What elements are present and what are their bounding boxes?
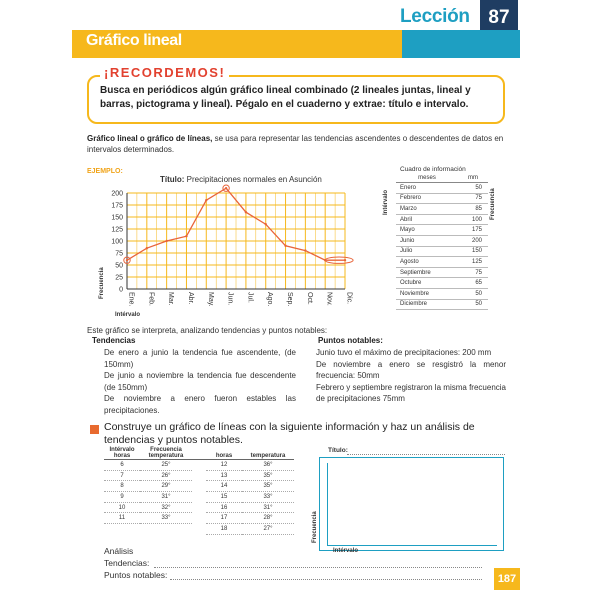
answer-intervalo-label: Intérvalo [333,548,359,554]
x-tick-label: Mar. [167,292,175,306]
col-horas-2: horas [206,453,242,460]
exercise-cell: 17 [206,513,242,524]
exercise-cell: 18 [206,524,242,535]
info-row [396,246,488,257]
data-point [165,240,167,242]
punto-item: Febrero y septiembre registraron la misma frecuencia de precipitaciones 75mm [316,382,506,403]
exercise-cell: 12 [206,460,242,471]
exercise-cell: 33° [140,513,192,524]
lesson-word: Lección [400,6,470,27]
info-table-title: Cuadro de información [400,166,466,173]
info-table [396,174,488,310]
exercise-table-body [104,460,294,535]
y-tick-label: 75 [115,250,123,258]
y-tick-label: 200 [111,190,123,198]
exercise-row [104,513,294,524]
info-row [396,267,488,278]
exercise-row [104,460,294,471]
exercise-cell: 35° [242,470,294,481]
data-point [245,211,247,213]
exercise-cell: 13 [206,470,242,481]
exercise-cell: 36° [242,460,294,471]
data-point [265,223,267,225]
punto-item: De noviembre a enero se resgistró la menor frecuencia: 50mm [316,359,506,380]
data-point [284,245,286,247]
info-month: Marzo [396,204,458,215]
exercise-row [104,502,294,513]
exercise-cell: 7 [104,470,140,481]
exercise-cell: 25° [140,460,192,471]
exercise-cell: 29° [140,481,192,492]
exercise-cell: 16 [206,502,242,513]
intro-bold: Gráfico lineal o gráfico de líneas, [87,134,213,143]
x-tick-label: Feb. [147,292,155,307]
col-horas: horas [104,453,140,460]
x-tick-label: Ene. [127,292,135,307]
exercise-cell: 9 [104,492,140,503]
exercise-row [104,492,294,503]
x-axis-label: Intérvalo [115,312,141,318]
data-point [344,259,346,261]
info-row [396,204,488,215]
x-tick-label: Jul. [246,292,254,303]
recordemos-text: Busca en periódicos algún gráfico lineal combinado (2 lineales juntas, lineal y barras, pictograma y lineal). Pégalo en el cuaderno y extrae: título e intervalo. [100,85,471,110]
info-row [396,193,488,204]
x-tick-label: Sep. [286,292,294,307]
info-mm: 85 [458,204,488,215]
exercise-bullet-icon [90,425,99,434]
col-intervalo: Intérvalo [109,447,135,453]
col-frecuencia: Frecuencia [150,447,182,453]
title-bar-accent [402,30,520,58]
info-row [396,235,488,246]
exercise-cell: 26° [140,470,192,481]
info-row [396,288,488,299]
x-tick-label: Jun. [226,292,234,306]
answer-chart-box[interactable] [319,457,504,551]
exercise-cell: 8 [104,481,140,492]
info-row [396,278,488,289]
exercise-cell: 31° [140,492,192,503]
page-title: Gráfico lineal [86,32,182,49]
info-month: Noviembre [396,288,458,299]
example-label: EJEMPLO: [87,168,123,175]
x-tick-label: May. [206,292,214,307]
tendencias-answer-line[interactable] [154,567,482,568]
exercise-row [104,481,294,492]
info-col-meses: meses [396,174,458,183]
info-mm: 125 [458,257,488,268]
info-mm: 100 [458,214,488,225]
exercise-cell: 33° [242,492,294,503]
y-tick-label: 150 [111,214,123,222]
line-chart [95,183,355,318]
info-month: Junio [396,235,458,246]
data-point [146,247,148,249]
info-month: Octubre [396,278,458,289]
intro-paragraph [87,133,507,155]
info-mm: 65 [458,278,488,289]
answer-x-axis [327,545,497,546]
answer-y-axis [327,463,328,546]
y-tick-label: 175 [111,202,123,210]
info-mm: 50 [458,288,488,299]
data-point [126,259,128,261]
exercise-cell: 14 [206,481,242,492]
tendencias-answer-label: Tendencias: [104,558,150,568]
intro-text: se usa para representar las tendencias ascendentes o descendentes de datos en intervalos determinados. [87,134,504,154]
info-mm: 175 [458,225,488,236]
data-point [185,235,187,237]
x-tick-label: Nov. [325,292,333,306]
analisis-label: Análisis [104,546,134,556]
info-month: Agosto [396,257,458,268]
puntos-heading: Puntos notables: [318,336,383,345]
info-mm: 75 [458,193,488,204]
answer-title-label: Título: [328,447,348,454]
exercise-cell: 32° [140,502,192,513]
info-rot-frecuencia: Frecuencia [490,188,496,220]
tendencias-heading: Tendencias [92,336,136,345]
info-mm: 50 [458,183,488,194]
data-point [304,249,306,251]
exercise-instruction: Construye un gráfico de líneas con la siguiente información y haz un análisis de tendencias y puntos notables. [104,421,475,446]
info-month: Septiembre [396,267,458,278]
lesson-number: 87 [480,0,518,44]
info-month: Enero [396,183,458,194]
y-tick-label: 25 [115,274,123,282]
y-tick-label: 50 [115,262,123,270]
exercise-row [104,470,294,481]
y-tick-label: 125 [111,226,123,234]
info-month: Diciembre [396,299,458,310]
page-number: 187 [494,568,520,590]
exercise-cell: 6 [104,460,140,471]
tendencia-item: De noviembre a enero fueron estables las precipitaciones. [104,394,296,415]
exercise-cell [104,524,140,535]
exercise-table [104,447,294,535]
puntos-list [316,347,506,405]
exercise-row [104,524,294,535]
info-month: Mayo [396,225,458,236]
exercise-cell: 31° [242,502,294,513]
exercise-cell: 27° [242,524,294,535]
chart-title-text: Precipitaciones normales en Asunción [186,175,322,184]
info-mm: 75 [458,267,488,278]
data-point [225,187,227,189]
y-tick-label: 100 [111,238,123,246]
info-table-body [396,183,488,310]
x-tick-label: Abr. [186,292,194,305]
recordemos-label: ¡RECORDEMOS! [100,65,229,80]
info-mm: 150 [458,246,488,257]
answer-title-line[interactable] [347,454,505,455]
punto-item: Junio tuvo el máximo de precipitaciones: 200 mm [316,348,492,357]
tendencia-item: De junio a noviembre la tendencia fue descendente (de 150mm) [104,371,296,392]
exercise-cell: 28° [242,513,294,524]
col-temperatura-2: temperatura [242,453,294,460]
exercise-cell: 35° [242,481,294,492]
info-rot-intervalo: Intérvalo [383,189,389,215]
y-axis-label: Frecuencia [99,267,105,299]
info-row [396,299,488,310]
tendencias-list [104,347,296,416]
col-temperatura: temperatura [140,453,192,460]
interpretation-intro: Este gráfico se interpreta, analizando tendencias y puntos notables: [87,326,328,335]
info-month: Abril [396,214,458,225]
tendencia-item: De enero a junio la tendencia fue ascendente, (de 150mm) [104,348,296,369]
info-month: Julio [396,246,458,257]
chart-title-label: Título: [160,175,185,184]
info-row [396,183,488,194]
info-mm: 50 [458,299,488,310]
info-row [396,225,488,236]
exercise-cell: 10 [104,502,140,513]
data-point [205,199,207,201]
exercise-cell: 15 [206,492,242,503]
info-row [396,214,488,225]
exercise-cell [140,524,192,535]
exercise-cell: 11 [104,513,140,524]
info-col-mm: mm [458,174,488,183]
puntos-answer-line[interactable] [170,579,482,580]
info-month: Febrero [396,193,458,204]
x-tick-label: Ago. [266,292,274,307]
x-tick-label: Oct. [305,292,313,305]
x-tick-label: Dic. [345,292,353,305]
puntos-answer-label: Puntos notables: [104,570,168,580]
info-mm: 200 [458,235,488,246]
info-row [396,257,488,268]
answer-frecuencia-label: Frecuencia [312,511,318,543]
y-tick-label: 0 [119,286,123,294]
